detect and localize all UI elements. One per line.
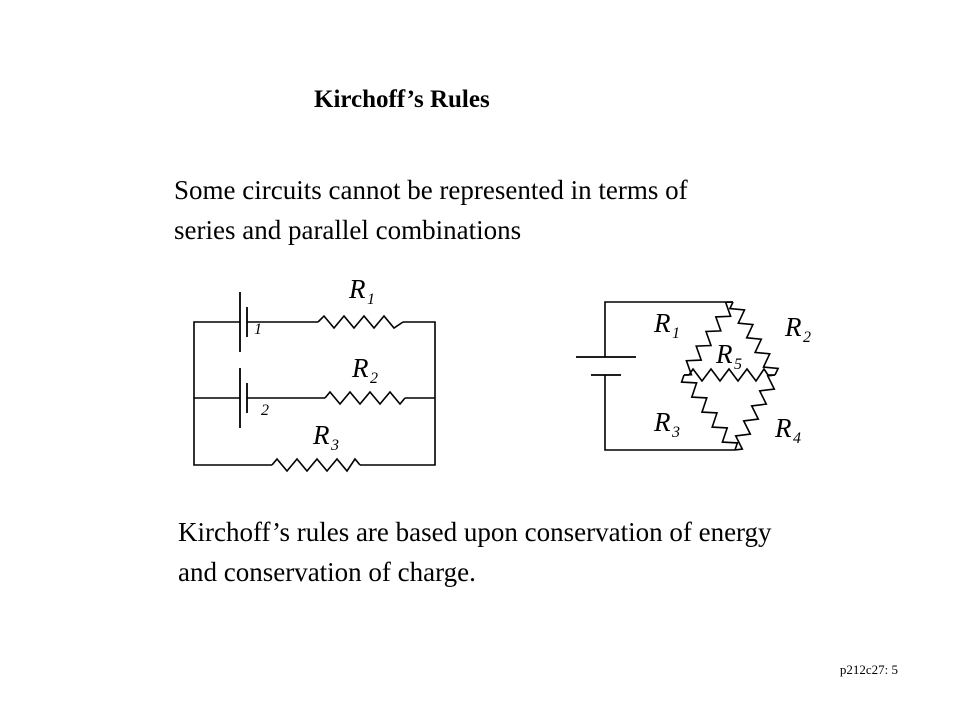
left-r2-subscript: 2 [370,370,378,387]
left-r1-resistor [318,316,403,328]
emf2-subscript: 2 [261,402,269,419]
left-circuit-wire-left [194,322,272,465]
left-r1-label: R [349,274,366,304]
conclusion-text [178,512,918,592]
left-r1-subscript: 1 [367,291,375,308]
right-r4-resistor [735,375,775,450]
page-footer: p212c27: 5 [839,662,898,677]
left-r3-label: R [313,420,330,450]
right-r5-label: R [716,339,733,369]
intro-line: series and parallel combinations [174,215,522,245]
right-circuit [576,302,811,450]
right-r3-subscript: 3 [672,424,680,441]
left-r2-label: R [352,353,369,383]
right-r3-label: R [654,407,671,437]
slide-title: Kirchoff’s Rules [314,86,490,113]
right-r1-label: R [654,308,671,338]
right-r4-label: R [775,413,792,443]
right-r5-resistor [689,369,768,381]
conclusion-line: Kirchoff’s rules are based upon conservation of energy [178,517,772,547]
left-r2-resistor [325,392,405,404]
left-circuit [194,274,435,471]
right-r2-label: R [785,312,802,342]
right-r3-resistor [682,375,738,450]
right-r5-subscript: 5 [734,356,742,373]
left-r3-resistor [272,459,360,471]
conclusion-line: and conservation of charge. [178,557,476,587]
right-r2-subscript: 2 [803,329,811,346]
emf1-subscript: 1 [254,321,262,338]
right-r4-subscript: 4 [793,430,801,447]
right-r1-subscript: 1 [672,325,680,342]
intro-line: Some circuits cannot be represented in terms of [174,175,688,205]
left-r3-subscript: 3 [331,437,339,454]
